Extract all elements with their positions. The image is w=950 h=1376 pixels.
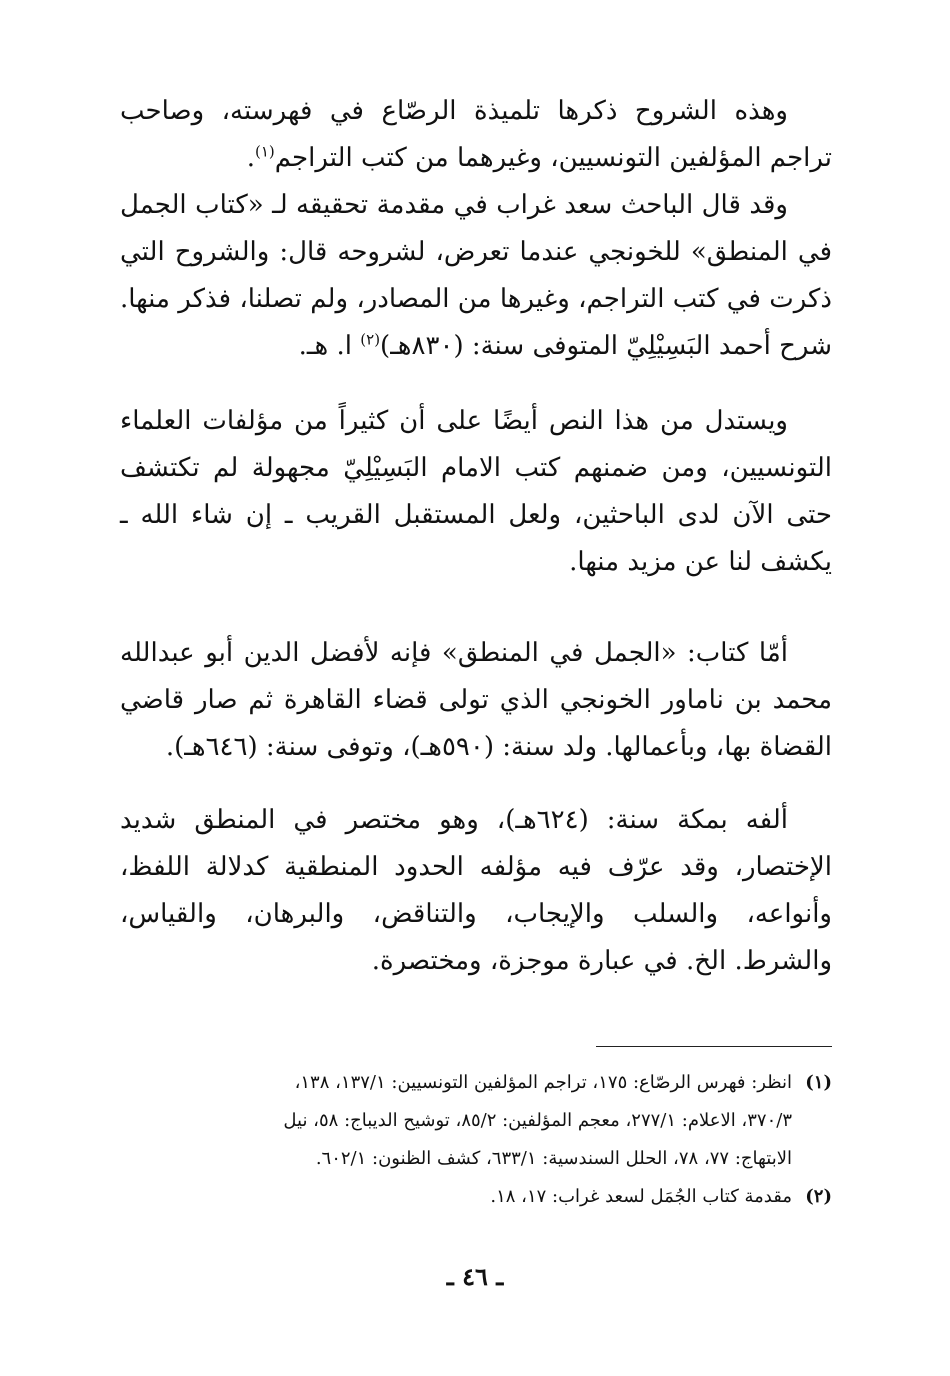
paragraph-5: ألفه بمكة سنة: (٦٢٤هـ)، وهو مختصر في المنطق شديد الإختصار، وقد عرّف فيه مؤلفه الحدود المنطقية كدلالة اللفظ، وأنواعه، والسلب والإيجاب، والتناقض، والبرهان، والقياس، والشرط. الخ. في عبارة موجزة، ومختصرة. [120,805,832,976]
footnote-1 [120,1064,832,1102]
footnote-2 [120,1178,832,1216]
paragraph-2-text: وقد قال الباحث سعد غراب في مقدمة تحقيقه لـ «كتاب الجمل في المنطق» للخونجي عندما تعرض، لشروحه قال: والشروح التي ذكرت في كتب التراجم، وغيرها من المصادر، ولم تصلنا، فذكر منها. شرح أحمد البَسِيْلِيّ المتوفى سنة: (٨٣٠هـ) [120,190,832,361]
footnote-divider [596,1046,832,1047]
paragraph-1-text: وهذه الشروح ذكرها تلميذة الرصّاع في فهرسته، وصاحب تراجم المؤلفين التونسيين، وغيرهما من كتب التراجم [120,96,832,173]
footnote-2-line-1: مقدمة كتاب الجُمَل لسعد غراب: ١٧، ١٨. [490,1186,792,1207]
footnote-ref-1[interactable]: (١) [254,142,275,161]
footnotes [120,1064,832,1216]
paragraph-4: أمّا كتاب: «الجمل في المنطق» فإنه لأفضل الدين أبو عبدالله محمد بن ناماور الخونجي الذي تولى قضاء القاهرة ثم صار قاضي القضاة بها، وبأعمالها. ولد سنة: (٥٩٠هـ)، وتوفى سنة: (٦٤٦هـ). [120,638,832,762]
paragraph-3: ويستدل من هذا النص أيضًا على أن كثيراً من مؤلفات العلماء التونسيين، ومن ضمنهم كتب الامام البَسِيْلِيّ مجهولة لم تكتشف حتى الآن لدى الباحثين، ولعل المستقبل القريب ـ إن شاء الله ـ يكشف لنا عن مزيد منها. [120,406,832,577]
main-text [120,88,832,985]
paragraph-2-tail: ا. هـ. [298,331,361,361]
footnote-1-line-1: انظر: فهرس الرصّاع: ١٧٥، تراجم المؤلفين التونسيين: ١٣٧/١، ١٣٨، [294,1072,792,1093]
page-number: ـ ٤٦ ـ [446,1262,504,1291]
paragraph-2 [120,182,832,370]
paragraph-1 [120,88,832,182]
paragraph-1-tail: . [246,143,255,173]
footnote-1-line-2: ٣٧٠/٣، الاعلام: ٢٧٧/١، معجم المؤلفين: ٨٥/٢، توشيح الديباج: ٥٨، نيل [283,1110,792,1131]
footnote-2-number: (٢) [805,1186,832,1207]
footnote-1-line-3: الابتهاج: ٧٧، ٧٨، الحلل السندسية: ٦٣٣/١، كشف الظنون: ٦٠٢/١. [315,1148,792,1169]
footnote-ref-2[interactable]: (٢) [360,330,381,349]
footnote-1-number: (١) [805,1072,832,1093]
